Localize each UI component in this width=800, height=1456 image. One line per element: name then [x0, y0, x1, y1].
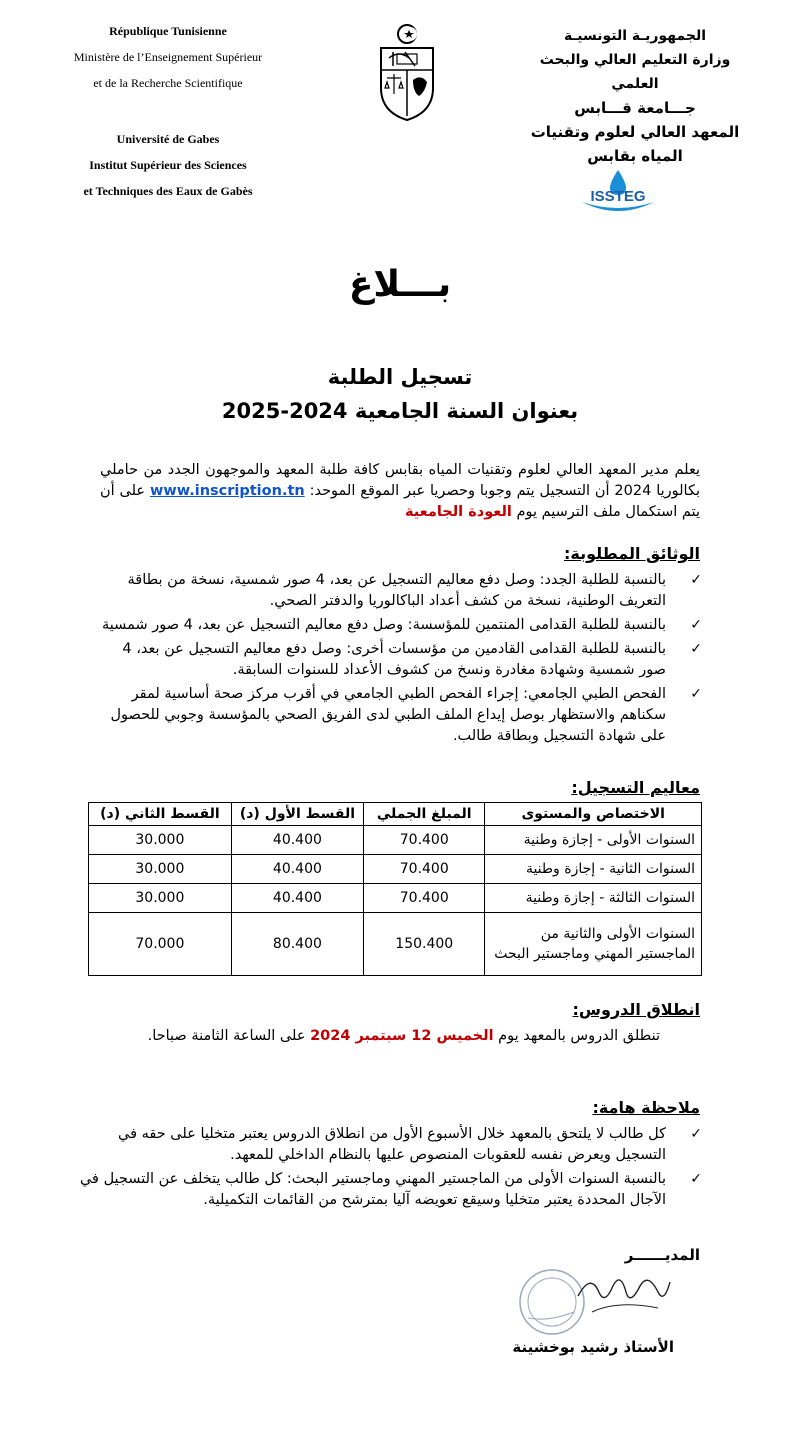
ar-univ-line: المعهد العالي لعلوم وتقنيات — [530, 123, 740, 141]
fees-table — [88, 802, 702, 976]
fr-univ-line: et Techniques des Eaux de Gabès — [83, 184, 253, 198]
column-header: المبلغ الجملي — [364, 803, 485, 826]
total-cell: 70.400 — [364, 884, 485, 913]
signature-stamp — [508, 1262, 678, 1342]
note-item — [74, 1124, 708, 1166]
document-item-text: بالنسبة للطلبة القدامى المنتمين للمؤسسة: وصل دفع معاليم التسجيل عن بعد، 4 صور شمسية — [102, 617, 666, 633]
notes-list — [74, 1124, 708, 1214]
check-icon: ✓ — [690, 617, 702, 633]
intro-text: يعلم مدير المعهد العالي لعلوم وتقنيات المياه بقابس كافة طلبة المعهد والموجهون الجدد من حاملي بكالوريا 2024 أن التسجيل يتم وجوبا وحصريا عبر الموقع الموحد: — [100, 462, 701, 499]
document-item — [92, 684, 708, 747]
notes-heading: ملاحظة هامة: — [592, 1098, 700, 1117]
total-cell: 70.400 — [364, 826, 485, 855]
first-installment-cell: 40.400 — [231, 826, 363, 855]
director-name: الأستاذ رشيد بوخشينة — [512, 1338, 674, 1356]
first-installment-cell: 40.400 — [231, 855, 363, 884]
check-icon: ✓ — [690, 1171, 702, 1187]
second-installment-cell: 70.000 — [89, 913, 232, 976]
header-french-university — [58, 126, 278, 204]
notice-title: بـــلاغ — [348, 264, 452, 305]
table-row — [89, 826, 702, 855]
level-cell: السنوات الثالثة - إجازة وطنية — [485, 884, 702, 913]
note-item-text: بالنسبة السنوات الأولى من الماجستير المهني وماجستير البحث: كل طالب يتخلف عن التسجيل في الآجال المحددة يعتبر متخليا وسيقع تعويضه آليا بمترشح من القائمات التكميلية. — [79, 1171, 666, 1208]
courses-text: تنطلق الدروس بالمعهد يوم — [498, 1028, 660, 1044]
intro-paragraph — [100, 460, 700, 523]
column-header: القسط الثاني (د) — [89, 803, 232, 826]
ar-univ-line: المياه بقابس — [587, 147, 683, 165]
ar-line: الجمهوريـة التونسيـة — [563, 28, 707, 44]
courses-paragraph — [100, 1026, 660, 1047]
courses-date-highlight: الخميس 12 سبتمبر 2024 — [310, 1028, 494, 1044]
documents-list — [92, 570, 708, 750]
note-item — [74, 1169, 708, 1211]
fr-line: et de la Recherche Scientifique — [93, 76, 243, 90]
subtitle-line-1: تسجيل الطلبة — [327, 365, 473, 389]
document-item — [92, 615, 708, 636]
tunisia-coat-of-arms-icon — [375, 22, 439, 122]
header-french-ministry — [58, 18, 278, 96]
fr-univ-line: Université de Gabes — [116, 132, 220, 146]
document-item-text: بالنسبة للطلبة الجدد: وصل دفع معاليم التسجيل عن بعد، 4 صور شمسية، نسخة من بطاقة التعريف الوطنية، نسخة من كشف أعداد الباكالوريا والدفتر الصحي. — [127, 572, 666, 609]
column-header: القسط الأول (د) — [231, 803, 363, 826]
table-row — [89, 913, 702, 976]
subtitle-line-2: بعنوان السنة الجامعية 2024-2025 — [221, 399, 579, 423]
table-header-row — [89, 803, 702, 826]
fr-univ-line: Institut Supérieur des Sciences — [89, 158, 247, 172]
ar-univ-line: جـــامعة قـــابس — [574, 99, 696, 117]
issteg-logo — [576, 168, 660, 220]
document-item — [92, 570, 708, 612]
total-cell: 70.400 — [364, 855, 485, 884]
fees-heading: معاليم التسجيل: — [571, 778, 700, 797]
level-cell: السنوات الأولى والثانية من الماجستير المهني وماجستير البحث — [485, 913, 702, 976]
header-arabic-university — [520, 96, 750, 168]
document-item-text: بالنسبة للطلبة القدامى القادمين من مؤسسات أخرى: وصل دفع معاليم التسجيل عن بعد، 4 صور شمسية وشهادة مغادرة ونسخ من كشوف الأعداد للسنوات السابقة. — [122, 641, 666, 678]
fr-line: Ministère de l’Enseignement Supérieur — [73, 50, 263, 64]
check-icon: ✓ — [690, 572, 702, 588]
note-item-text: كل طالب لا يلتحق بالمعهد خلال الأسبوع الأول من انطلاق الدروس يعتبر متخليا على حقه في التسجيل ويعرض نفسه للعقوبات المنصوص عليها بالنظام الداخلي للمعهد. — [118, 1126, 666, 1163]
table-row — [89, 884, 702, 913]
table-row — [89, 855, 702, 884]
level-cell: السنوات الأولى - إجازة وطنية — [485, 826, 702, 855]
document-item — [92, 639, 708, 681]
return-day-highlight: العودة الجامعية — [404, 504, 512, 520]
intro-text-2: على أن يتم استكمال ملف الترسيم يوم — [100, 483, 700, 520]
courses-heading: انطلاق الدروس: — [572, 1000, 700, 1019]
first-installment-cell: 80.400 — [231, 913, 363, 976]
total-cell: 150.400 — [364, 913, 485, 976]
check-icon: ✓ — [690, 686, 702, 702]
document-item-text: الفحص الطبي الجامعي: إجراء الفحص الطبي الجامعي في أقرب مركز صحة أساسية لمقر سكناهم والاستظهار بوصل إيداع الملف الطبي لدى الفريق الصحي بالمؤسسة وجوبي للحصول على شهادة التسجيل وبطاقة طالب. — [110, 686, 666, 744]
logo-text: ISSTEG — [590, 188, 646, 205]
ar-line: وزارة التعليم العالي والبحث العلمي — [539, 52, 731, 92]
fr-line: République Tunisienne — [109, 24, 227, 38]
courses-text-after: على الساعة الثامنة صباحا. — [147, 1028, 306, 1044]
check-icon: ✓ — [690, 1126, 702, 1142]
column-header: الاختصاص والمستوى — [485, 803, 702, 826]
level-cell: السنوات الثانية - إجازة وطنية — [485, 855, 702, 884]
director-role: المديــــــر — [624, 1246, 700, 1264]
first-installment-cell: 40.400 — [231, 884, 363, 913]
documents-heading: الوثائق المطلوبة: — [563, 544, 700, 563]
second-installment-cell: 30.000 — [89, 855, 232, 884]
inscription-link[interactable]: www.inscription.tn — [149, 483, 305, 499]
notice-subtitle — [0, 360, 800, 428]
check-icon: ✓ — [690, 641, 702, 657]
header-arabic-ministry — [520, 24, 750, 96]
second-installment-cell: 30.000 — [89, 884, 232, 913]
second-installment-cell: 30.000 — [89, 826, 232, 855]
